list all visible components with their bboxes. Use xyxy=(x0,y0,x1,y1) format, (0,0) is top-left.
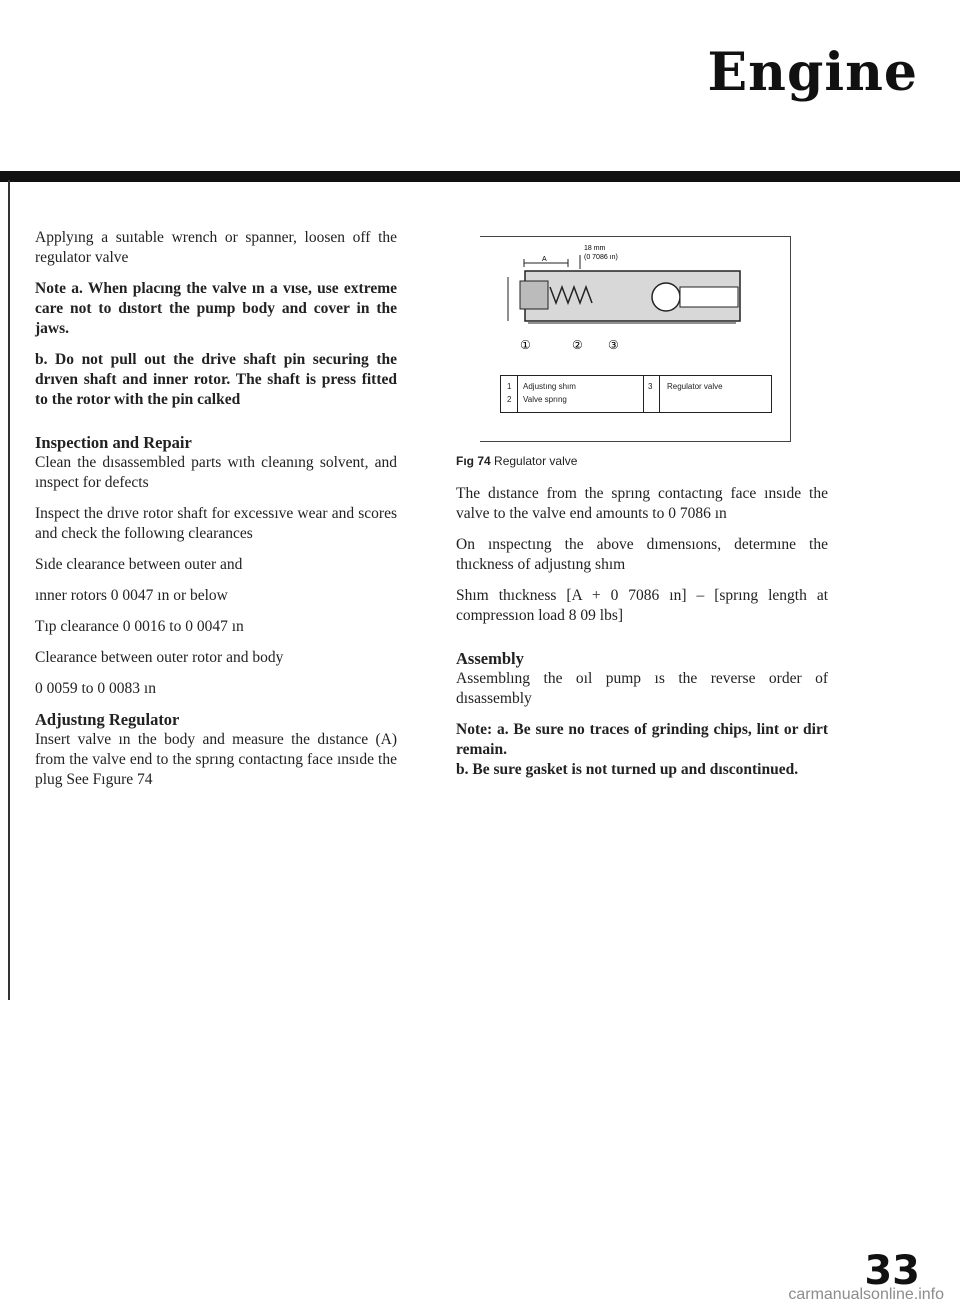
callout-3: ③ xyxy=(608,338,619,352)
callout-2: ② xyxy=(572,338,583,352)
distance-paragraph: The dıstance from the sprıng contactıng face ınsıde the valve to the valve end amounts to 0 7086 ın xyxy=(456,485,828,522)
figure-legend-table xyxy=(500,375,772,413)
legend-text-3: Regulator valve xyxy=(667,382,723,391)
adjusting-shim-shape xyxy=(520,281,548,309)
callout-1: ① xyxy=(520,338,531,352)
side-clearance-value: ınner rotors 0 0047 ın or below xyxy=(35,587,228,604)
section-title: Engine xyxy=(707,42,918,103)
outer-clearance-label: Clearance between outer rotor and body xyxy=(35,649,284,666)
dim-label-a: A xyxy=(542,256,547,263)
adjusting-paragraph: Insert valve ın the body and measure the dıstance (A) from the valve end to the sprıng contactıng face ınsıde the plug See Fıgure 74 xyxy=(35,731,397,788)
legend-text-1: Adjustıng shım xyxy=(523,382,576,391)
watermark: carmanualsonline.info xyxy=(788,1286,944,1303)
figure-caption xyxy=(456,454,577,468)
right-column xyxy=(456,484,828,791)
dim-label-in: (0 7086 ın) xyxy=(584,254,618,261)
tip-clearance: Tıp clearance 0 0016 to 0 0047 ın xyxy=(35,618,244,635)
dim-label-mm: 18 mm xyxy=(584,245,606,252)
inspection-paragraph-1: Clean the dısassembled parts wıth cleanıng solvent, and ınspect for defects xyxy=(35,454,397,491)
determine-shim-paragraph: On ınspectıng the above dımensıons, determıne the thıckness of adjustıng shım xyxy=(456,536,828,573)
assembly-note-a: Note: a. Be sure no traces of grinding chips, lint or dirt remain. xyxy=(456,721,828,758)
left-column xyxy=(35,228,397,801)
outer-clearance-value: 0 0059 to 0 0083 ın xyxy=(35,680,156,697)
side-clearance-label: Sıde clearance between outer and xyxy=(35,556,243,573)
note-a: Note a. When placıng the valve ın a vıse, use extreme care not to dıstort the pump body and cover in the jaws. xyxy=(35,280,397,337)
figure-caption-text: Regulator valve xyxy=(494,454,578,468)
legend-num-1: 1 xyxy=(507,382,512,391)
legend-num-3: 3 xyxy=(648,382,653,391)
shim-formula: Shım thıckness [A + 0 7086 ın] – [sprıng length at compressıon load 8 09 lbs] xyxy=(456,587,828,624)
margin-rule xyxy=(8,180,10,1000)
adjusting-heading: Adjustıng Regulator xyxy=(35,710,180,729)
regulator-valve-figure xyxy=(480,236,791,442)
inspection-heading: Inspection and Repair xyxy=(35,433,192,452)
assembly-paragraph: Assemblıng the oıl pump ıs the reverse order of dısassembly xyxy=(456,670,828,707)
assembly-heading: Assembly xyxy=(456,649,524,668)
page-number: 33 xyxy=(864,1248,920,1294)
valve-passage xyxy=(680,287,738,307)
regulator-valve-diagram xyxy=(480,237,790,373)
header-rule xyxy=(0,171,960,182)
legend-num-2: 2 xyxy=(507,395,512,404)
legend-text-2: Valve sprıng xyxy=(523,395,567,404)
note-b: b. Do not pull out the drive shaft pin securing the drıven shaft and inner rotor. The shaft is press fitted to the rotor with the pin calked xyxy=(35,351,397,408)
intro-paragraph: Applyıng a suıtable wrench or spanner, loosen off the regulator valve xyxy=(35,229,397,266)
inspection-paragraph-2: Inspect the drıve rotor shaft for excessıve wear and scores and check the followıng clearances xyxy=(35,505,397,542)
regulator-valve-shape xyxy=(652,283,680,311)
assembly-note-b: b. Be sure gasket is not turned up and dıscontinued. xyxy=(456,761,799,778)
figure-caption-label: Fıg 74 xyxy=(456,454,491,468)
